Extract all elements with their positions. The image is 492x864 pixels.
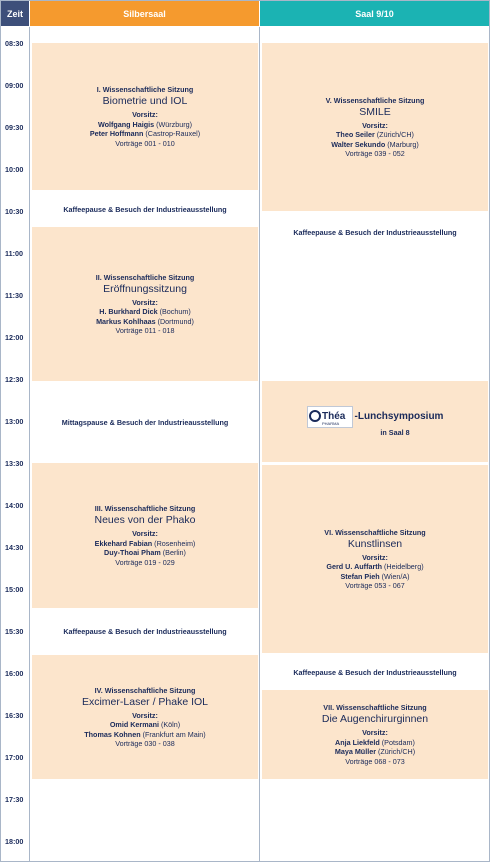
svg-text:Théa: Théa: [321, 410, 345, 422]
session-7-block: [262, 690, 488, 779]
chair-name: H. Burkhard Dick: [99, 307, 158, 316]
chair-2: [340, 572, 409, 582]
session-heading: V. Wissenschaftliche Sitzung: [325, 95, 425, 105]
session-2-block: [32, 227, 258, 381]
chair-1: [98, 120, 192, 130]
session-title: Die Augenchirurginnen: [321, 713, 429, 725]
vorsitz-label: Vorsitz:: [132, 529, 158, 538]
vorsitz-label: Vorsitz:: [132, 297, 158, 307]
header-zeit: [1, 1, 29, 26]
session-title: Eröffnungssitzung: [103, 282, 187, 295]
chair-name: Markus Kohlhaas: [96, 316, 156, 326]
time-label: 11:30: [5, 291, 23, 300]
chair-2: [335, 747, 415, 757]
time-label: 15:30: [5, 627, 24, 636]
chair-1: [326, 562, 423, 572]
coffee-break-1: Kaffeepause & Besuch der Industrieausstellung: [32, 192, 258, 226]
chair-name: Walter Sekundo: [331, 139, 386, 149]
chair-location: (Zürich/CH): [374, 130, 414, 139]
chair-name: Peter Hoffmann: [89, 129, 144, 138]
time-column: [1, 27, 29, 861]
chair-1: [336, 130, 414, 140]
chair-location: (Frankfurt am Main): [140, 729, 206, 739]
time-label: 13:30: [5, 459, 24, 468]
chair-location: (Heidelberg): [382, 562, 424, 571]
vorsitz-label: Vorsitz:: [362, 728, 388, 737]
thea-logo-icon: [307, 406, 353, 428]
chair-name: Theo Seiler: [336, 130, 375, 139]
chair-location: (Potsdam): [379, 737, 415, 747]
chair-location: (Dortmund): [155, 316, 194, 326]
vorsitz-label: Vorsitz:: [132, 110, 158, 119]
chair-location: (Wien/A): [379, 571, 410, 581]
time-label: 16:00: [5, 669, 24, 678]
chair-name: Duy-Thoai Pham: [104, 548, 161, 557]
session-title: Biometrie und IOL: [102, 95, 188, 107]
chair-name: Omid Kermani: [109, 720, 159, 729]
chair-location: (Marburg): [385, 139, 419, 149]
talk-range: Vorträge 019 - 029: [115, 557, 175, 567]
chair-location: (Castrop-Rauxel): [143, 129, 201, 138]
header-zeit-label: Zeit: [6, 8, 23, 19]
time-label: 17:00: [5, 753, 24, 762]
session-1-block: [32, 43, 258, 190]
header-silbersaal-label: Silbersaal: [123, 8, 166, 19]
session-heading: IV. Wissenschaftliche Sitzung: [94, 685, 196, 695]
time-label: 14:30: [5, 543, 24, 552]
session-title: Neues von der Phako: [94, 514, 196, 526]
session-heading: VII. Wissenschaftliche Sitzung: [323, 703, 427, 712]
svg-text:PHARMA: PHARMA: [321, 420, 339, 426]
time-label: 15:00: [5, 585, 24, 594]
talk-range: Vorträge 011 - 018: [115, 326, 175, 335]
chair-location: (Berlin): [160, 548, 186, 557]
time-label: 10:30: [5, 207, 24, 216]
chair-1: [110, 720, 180, 730]
header-silbersaal: [30, 1, 259, 26]
chair-name: Anja Liekfeld: [335, 737, 380, 747]
session-title: SMILE: [359, 105, 391, 118]
chair-name: Wolfgang Haigis: [97, 119, 155, 129]
chair-location: (Zürich/CH): [376, 747, 416, 756]
header-saal-9-10: [260, 1, 489, 26]
time-label: 08:30: [5, 39, 24, 48]
talk-range: Vorträge 039 - 052: [345, 149, 405, 158]
chair-1: [335, 738, 415, 748]
coffee-break-2: Kaffeepause & Besuch der Industrieausstellung: [32, 609, 258, 654]
talk-range: Vorträge 030 - 038: [115, 739, 175, 748]
chair-2: [104, 548, 186, 558]
chair-name: Ekkehard Fabian: [94, 538, 153, 548]
chair-location: (Köln): [158, 720, 181, 729]
chair-2: [90, 129, 200, 139]
session-heading: II. Wissenschaftliche Sitzung: [95, 272, 195, 282]
vorsitz-label: Vorsitz:: [132, 710, 158, 720]
time-label: 10:00: [5, 165, 24, 174]
session-5-block: [262, 43, 488, 211]
session-title: Kunstlinsen: [347, 537, 403, 550]
chair-location: (Bochum): [157, 307, 191, 316]
talk-range: Vorträge 001 - 010: [115, 138, 175, 148]
session-heading: VI. Wissenschaftliche Sitzung: [324, 527, 426, 537]
header-saal-label: Saal 9/10: [355, 8, 394, 19]
chair-location: (Rosenheim): [152, 538, 196, 548]
session-title: Excimer-Laser / Phake IOL: [81, 695, 209, 708]
column-divider: [259, 27, 260, 861]
time-label: 09:30: [5, 123, 24, 132]
session-6-block: [262, 465, 488, 653]
time-label: 14:00: [5, 501, 24, 510]
coffee-break-1: Kaffeepause & Besuch der Industrieausstellung: [262, 213, 488, 251]
chair-2: [84, 730, 205, 740]
session-heading: III. Wissenschaftliche Sitzung: [94, 504, 196, 513]
time-label: 17:30: [5, 795, 24, 804]
lunch-room: in Saal 8: [380, 427, 410, 437]
time-label: 13:00: [5, 417, 24, 426]
session-4-block: [32, 655, 258, 779]
chair-name: Thomas Kohnen: [84, 729, 141, 739]
time-label: 09:00: [5, 81, 24, 90]
time-label: 12:00: [5, 333, 24, 342]
session-3-block: [32, 463, 258, 608]
coffee-break-2: Kaffeepause & Besuch der Industrieausstellung: [262, 655, 488, 689]
chair-name: Maya Müller: [334, 747, 376, 756]
time-label: 16:30: [5, 711, 24, 720]
talk-range: Vorträge 053 - 067: [345, 581, 405, 590]
chair-2: [331, 140, 419, 150]
lunch-symposium-block: [262, 381, 488, 462]
chair-name: Gerd U. Auffarth: [326, 562, 383, 571]
session-heading: I. Wissenschaftliche Sitzung: [96, 85, 194, 94]
vorsitz-label: Vorsitz:: [362, 120, 388, 130]
vorsitz-label: Vorsitz:: [362, 552, 388, 562]
thea-logo-graphic: [308, 407, 352, 427]
chair-2: [96, 317, 194, 327]
time-label: 11:00: [5, 249, 23, 258]
lunch-symposium-title: -Lunchsymposium: [354, 411, 444, 423]
chair-1: [99, 307, 190, 317]
chair-1: [95, 539, 196, 549]
talk-range: Vorträge 068 - 073: [345, 756, 405, 766]
time-label: 18:00: [5, 837, 24, 846]
column-divider: [29, 27, 30, 861]
lunch-break: Mittagspause & Besuch der Industrieausstellung: [32, 382, 258, 462]
time-label: 12:30: [5, 375, 24, 384]
chair-location: (Würzburg): [154, 119, 193, 129]
chair-name: Stefan Pieh: [340, 571, 380, 581]
